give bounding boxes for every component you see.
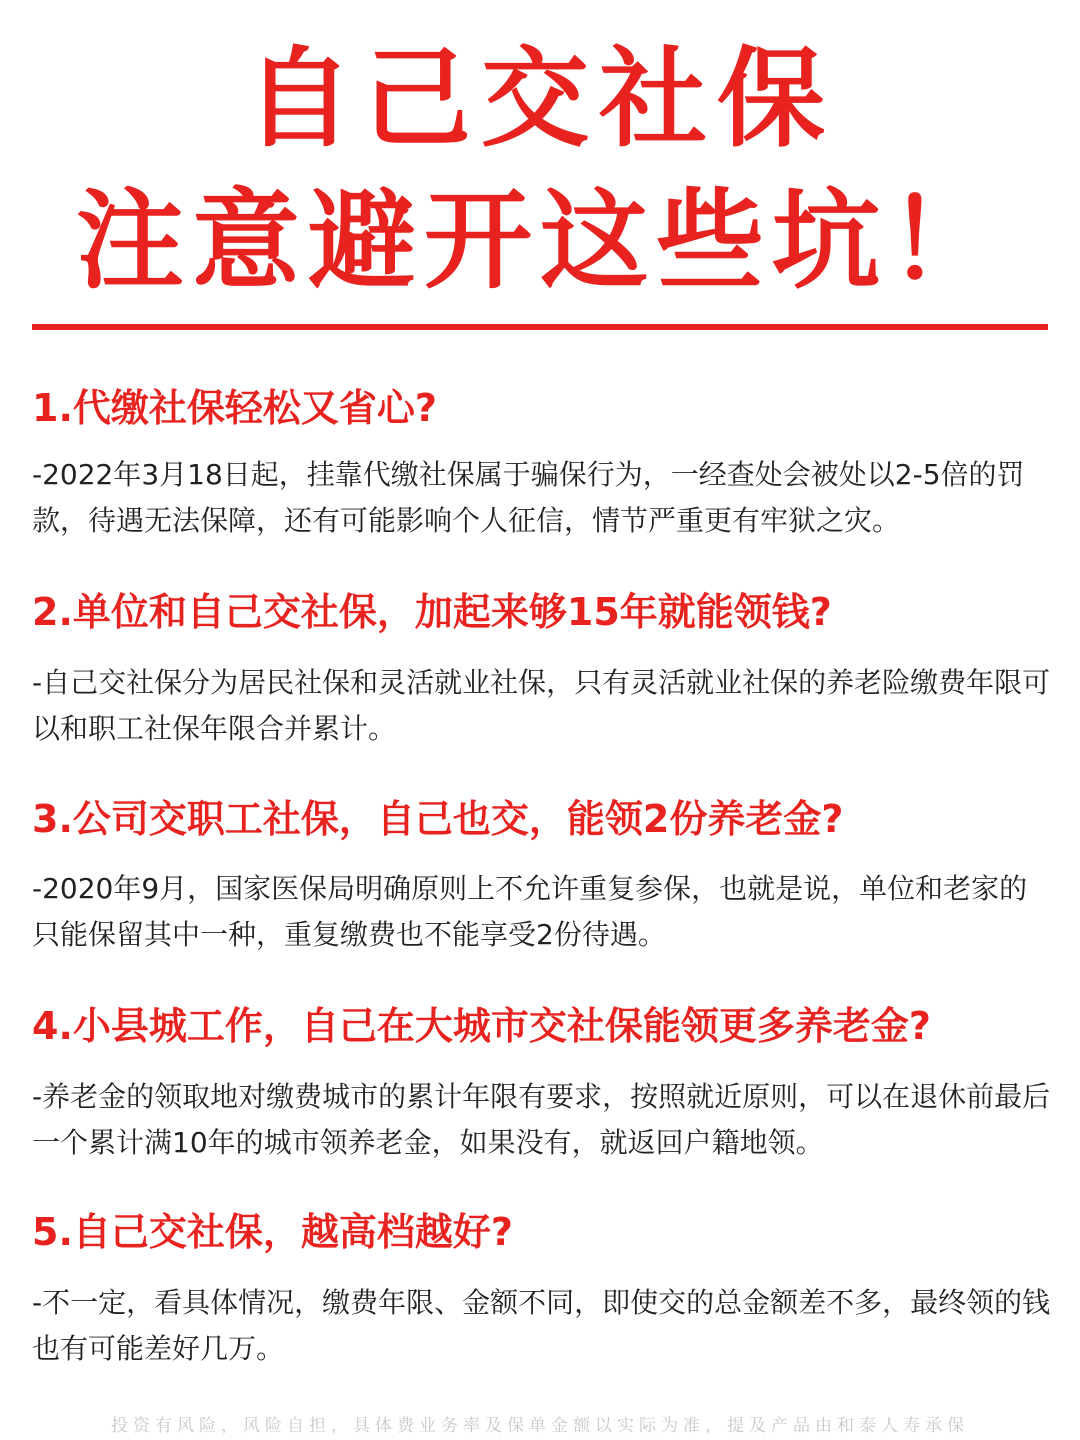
question-3: 3.公司交职工社保，自己也交，能领2份养老金? [32,797,844,841]
answer-2: -自己交社保分为居民社保和灵活就业社保，只有灵活就业社保的养老险缴费年限可以和职工社保年限合并累计。 [32,666,1051,745]
answer-4: -养老金的领取地对缴费城市的累计年限有要求，按照就近原则，可以在退休前最后一个累计满10年的城市领养老金，如果没有，就返回户籍地领。 [32,1080,1051,1159]
answer-1: -2022年3月18日起，挂靠代缴社保属于骗保行为，一经查处会被处以2-5倍的罚款，待遇无法保障，还有可能影响个人征信，情节严重更有牢狱之灾。 [32,458,1025,537]
question-1: 1.代缴社保轻松又省心? [32,386,437,430]
answer-3: -2020年9月，国家医保局明确原则上不允许重复参保，也就是说，单位和老家的只能保留其中一种，重复缴费也不能享受2份待遇。 [32,872,1028,951]
risk-disclaimer: 投资有风险，风险自担，具体费业务率及保单金额以实际为准，提及产品由和泰人寿承保 [111,1416,969,1436]
page-title-line-1: 自己交社保 [244,37,835,162]
question-4: 4.小县城工作，自己在大城市交社保能领更多养老金? [32,1004,931,1048]
title-divider [32,324,1048,330]
question-5: 5.自己交社保，越高档越好? [32,1210,513,1254]
page-title-line-2: 注意避开这些坑！ [75,179,1004,304]
answer-5: -不一定，看具体情况，缴费年限、金额不同，即使交的总金额差不多，最终领的钱也有可能差好几万。 [32,1286,1051,1365]
question-2: 2.单位和自己交社保，加起来够15年就能领钱? [32,590,832,634]
